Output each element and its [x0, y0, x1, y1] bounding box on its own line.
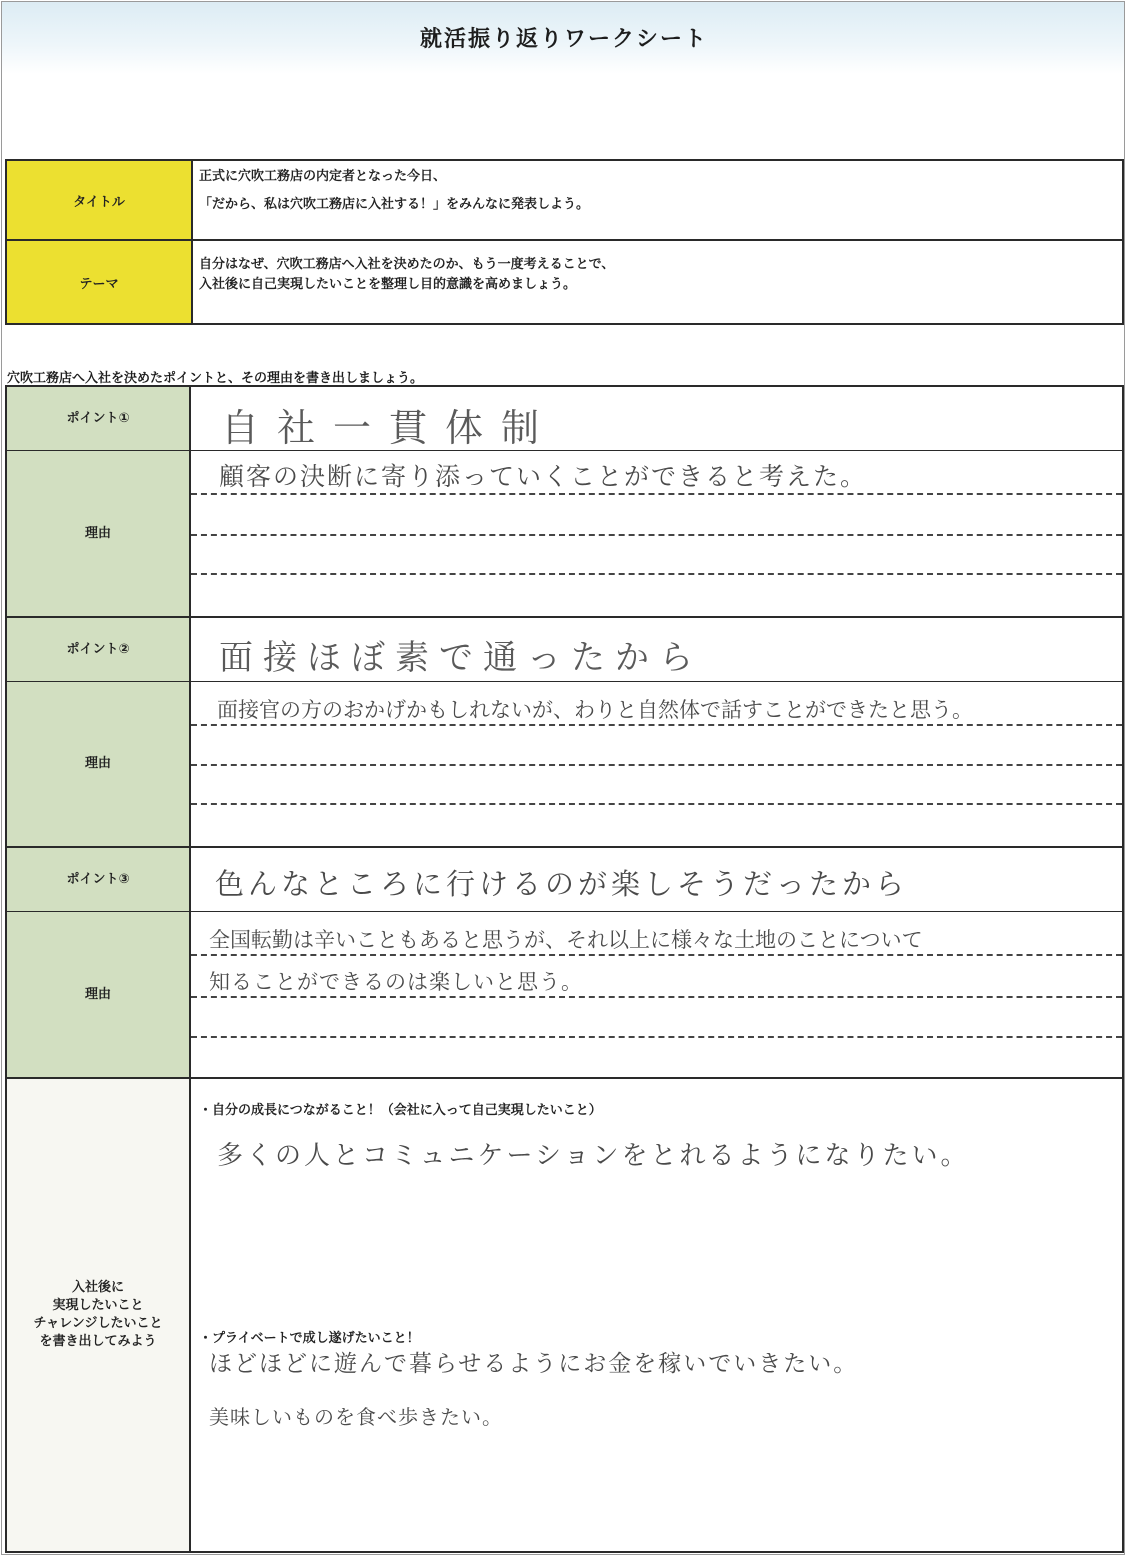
reason-2-line-1: 面接官の方のおかげかもしれないが、わりと自然体で話すことができたと思う。 [217, 698, 973, 722]
after-joining-label-text [34, 1279, 163, 1351]
instruction-text: 穴吹工務店へ入社を決めたポイントと、その理由を書き出しましょう。 [7, 371, 424, 386]
reason-3-line-2: 知ることができるのは楽しいと思う。 [209, 970, 583, 994]
point-2-label: ポイント② [7, 618, 191, 681]
title-line-1: 正式に穴吹工務店の内定者となった今日、 [199, 169, 447, 184]
reason-1-label: 理由 [7, 451, 191, 616]
ruled-line [191, 534, 1122, 536]
growth-prompt: ・自分の成長につながること！（会社に入って自己実現したいこと） [199, 1103, 602, 1118]
theme-line-1: 自分はなぜ、穴吹工務店へ入社を決めたのか、もう一度考えることで、 [199, 257, 615, 272]
reason-3-line-1: 全国転勤は辛いこともあると思うが、それ以上に様々な土地のことについて [209, 928, 923, 952]
label-line: チャレンジしたいこと [33, 1316, 163, 1331]
point-2-row [7, 618, 1122, 682]
private-answer-line-1: ほどほどに遊んで暮らせるようにお金を稼いでいきたい。 [209, 1351, 859, 1377]
private-prompt: ・プライベートで成し遂げたいこと！ [199, 1331, 420, 1346]
ruled-line [191, 803, 1122, 805]
reason-1-line-1: 顧客の決断に寄り添っていくことができると考えた。 [219, 462, 868, 491]
reason-3-answer[interactable] [191, 912, 1122, 1077]
theme-label: テーマ [6, 240, 192, 324]
title-line-2: 「だから、私は穴吹工務店に入社する！」をみんなに発表しよう。 [199, 197, 590, 212]
point-1-row [7, 387, 1122, 451]
label-line: 入社後に [71, 1280, 124, 1295]
point-2-text: 面接ほぼ素で通ったから [219, 638, 703, 678]
title-label: タイトル [6, 160, 192, 240]
point-3-text: 色んなところに行けるのが楽しそうだったから [215, 867, 909, 901]
after-joining-label [7, 1079, 191, 1551]
private-answer-line-2: 美味しいものを食べ歩きたい。 [209, 1405, 503, 1429]
point-1-label: ポイント① [7, 387, 191, 450]
point-1-answer[interactable] [191, 387, 1122, 450]
reason-1-answer[interactable] [191, 451, 1122, 616]
title-value [192, 160, 1123, 240]
ruled-line [191, 1036, 1122, 1038]
label-line: 実現したいこと [52, 1298, 144, 1313]
info-table [5, 159, 1124, 325]
reason-1-row [7, 451, 1122, 618]
document-title: 就活振り返りワークシート [419, 27, 708, 52]
point-3-answer[interactable] [191, 848, 1122, 911]
worksheet-grid [5, 385, 1124, 1553]
point-1-text: 自社一貫体制 [221, 406, 558, 450]
title-row [6, 160, 1123, 240]
theme-line-2: 入社後に自己実現したいことを整理し目的意識を高めましょう。 [199, 277, 577, 292]
point-2-answer[interactable] [191, 618, 1122, 681]
reason-3-label: 理由 [7, 912, 191, 1077]
ruled-line [191, 996, 1122, 998]
theme-row [6, 240, 1123, 324]
reason-3-row [7, 912, 1122, 1079]
point-3-row [7, 848, 1122, 912]
ruled-line [191, 493, 1122, 495]
point-3-label: ポイント③ [7, 848, 191, 911]
reason-2-answer[interactable] [191, 682, 1122, 846]
after-joining-answer[interactable] [191, 1079, 1122, 1551]
ruled-line [191, 954, 1122, 956]
reason-2-row [7, 682, 1122, 848]
label-line: を書き出してみよう [39, 1334, 157, 1349]
theme-value [192, 240, 1123, 324]
ruled-line [191, 764, 1122, 766]
growth-answer: 多くの人とコミュニケーションをとれるようになりたい。 [217, 1141, 970, 1171]
ruled-line [191, 724, 1122, 726]
reason-2-label: 理由 [7, 682, 191, 846]
after-joining-row [7, 1079, 1122, 1551]
ruled-line [191, 573, 1122, 575]
